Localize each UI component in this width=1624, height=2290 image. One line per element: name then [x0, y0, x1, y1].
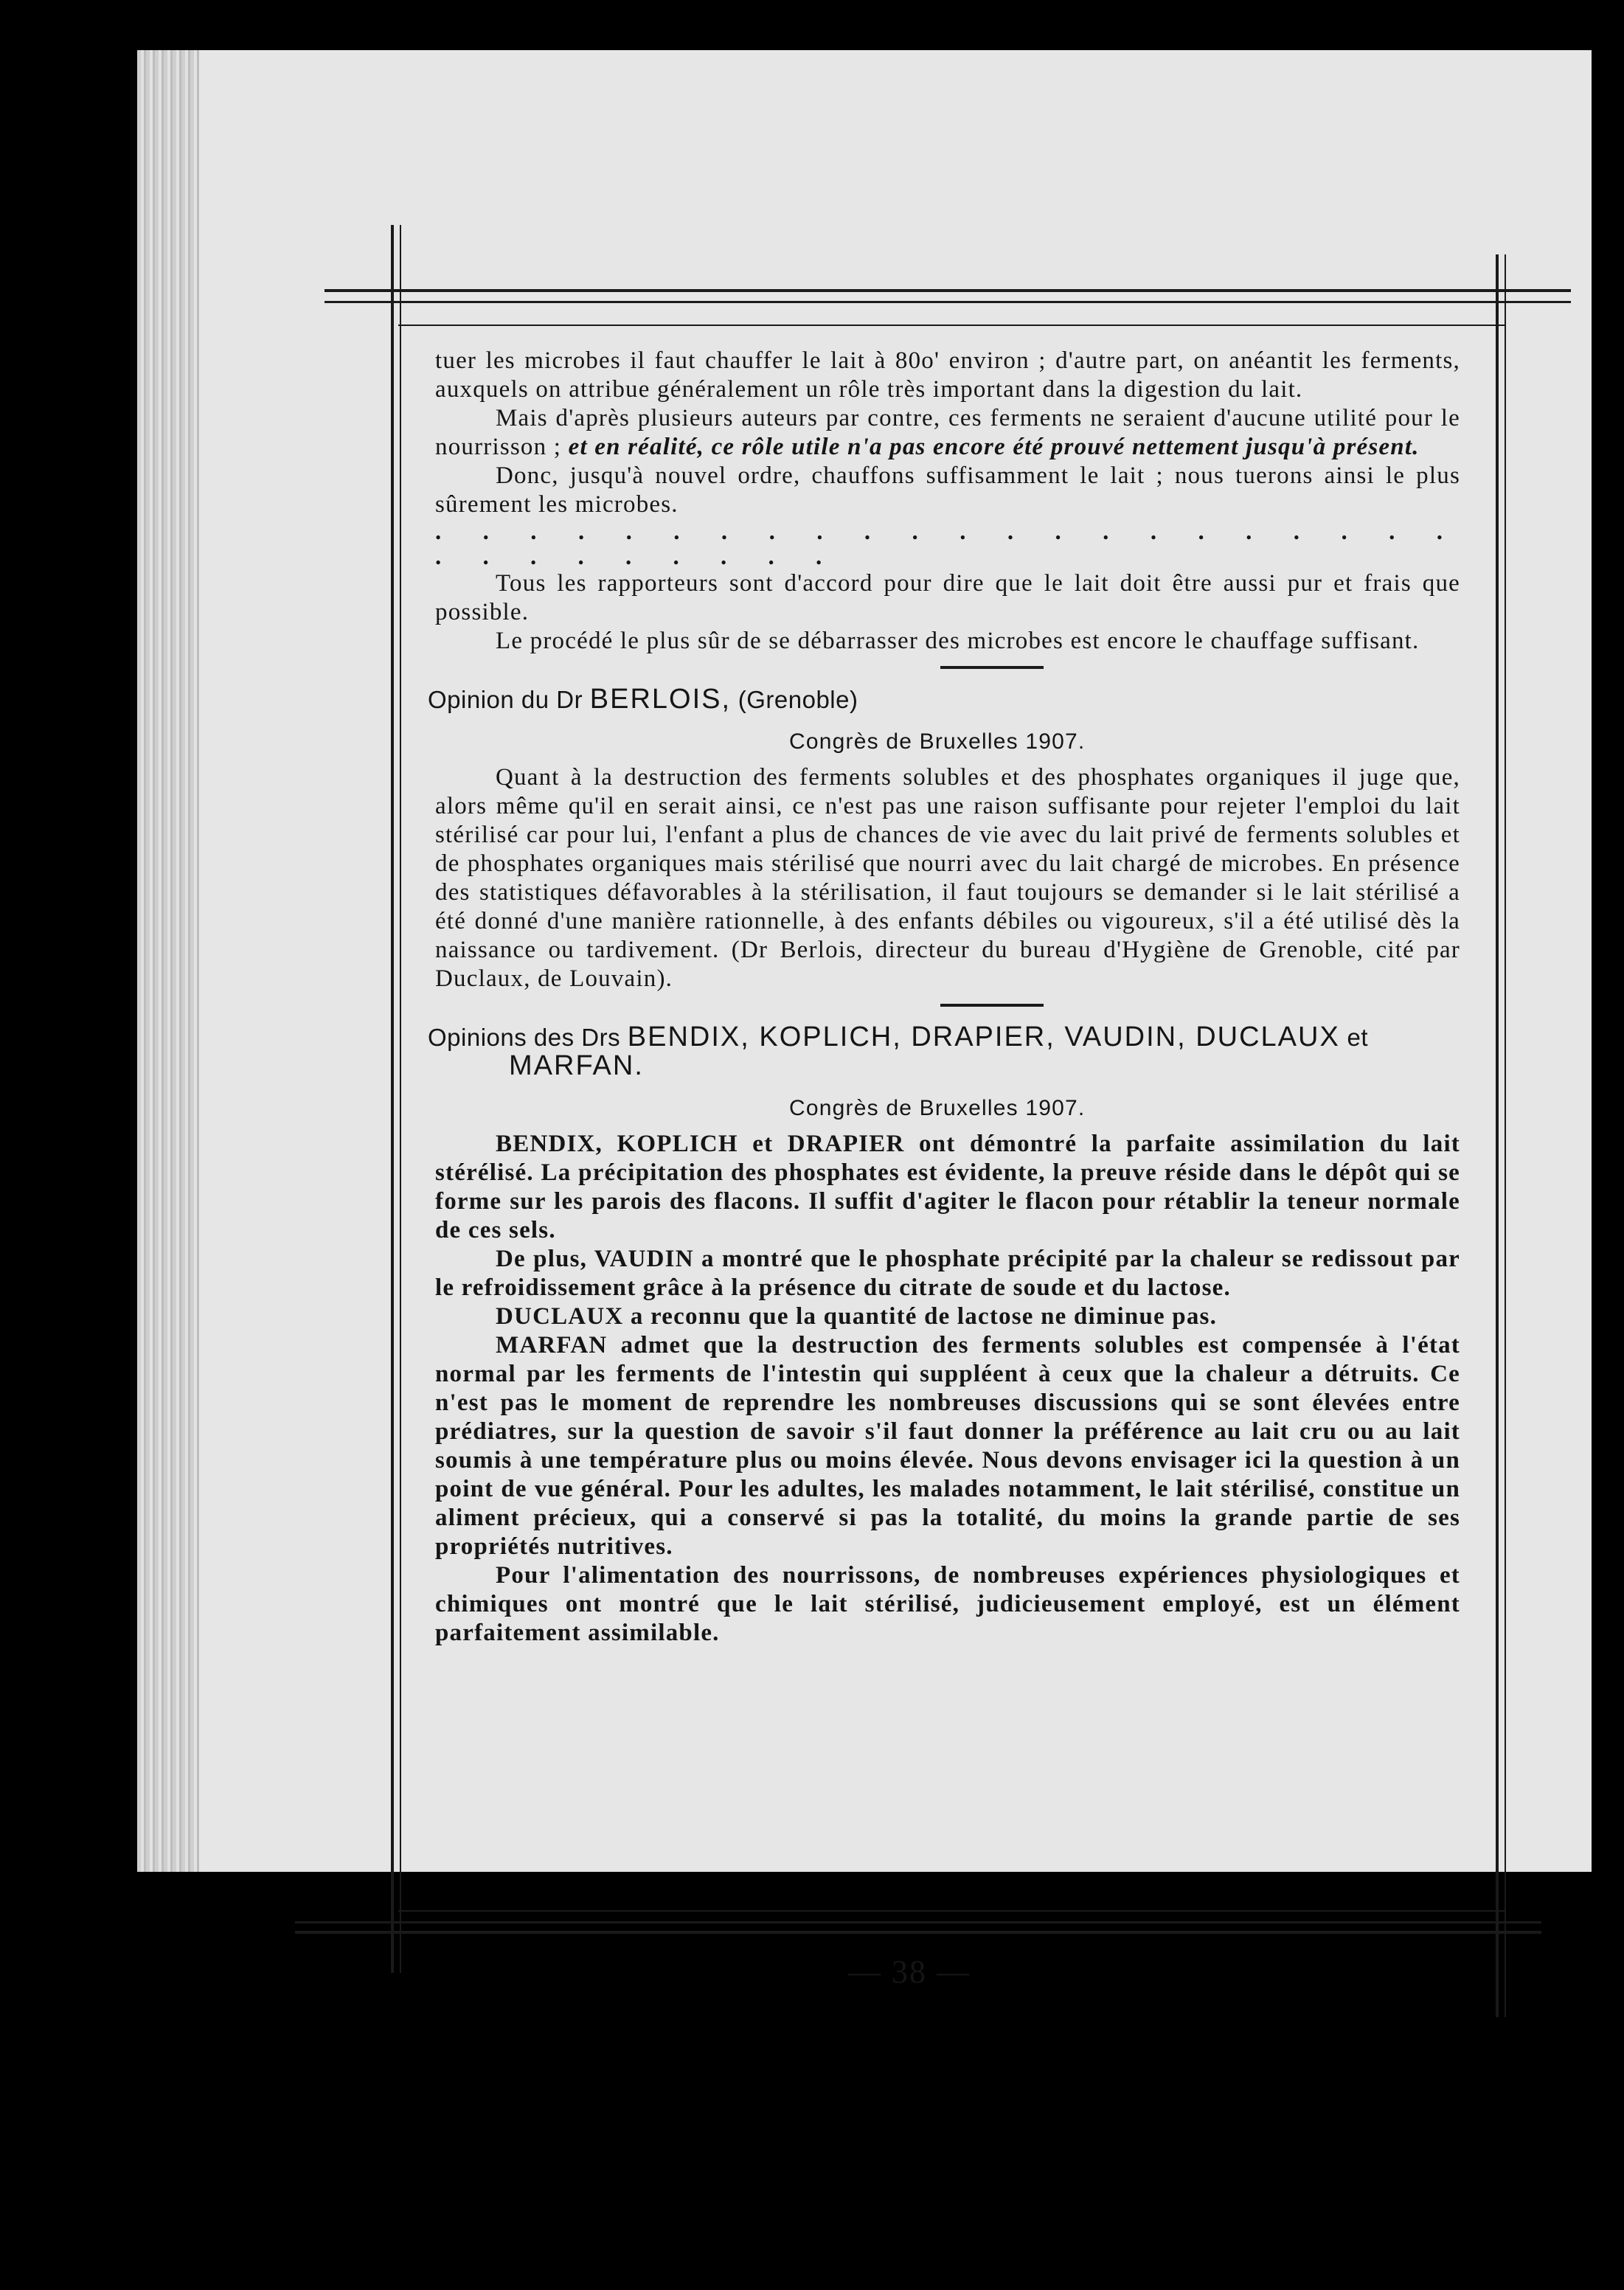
section-heading	[428, 685, 1460, 714]
paragraph: DUCLAUX a reconnu que la quantité de lactose ne diminue pas.	[496, 1303, 1218, 1330]
frame-bottom-rule-1	[295, 1921, 1541, 1923]
paragraph: Quant à la destruction des ferments solubles et des phosphates organiques il juge que, alors même qu'il en serait ainsi, ce n'est pas une raison suffisante pour rejeter l'emploi du lait stérilisé car pour lui, l'enfant a plus de chances de vie avec du lait privé de ferments solubles et de phosphates organiques mais stérilisé que nourri avec du lait chargé de microbes. En présence des statistiques défavorables à la stérilisation, il faut toujours se demander si le lait stérilisé a été donné d'une manière rationnelle, à des enfants débiles ou vigoureux, s'il a été utilisé dès la naissance ou tardivement. (Dr Berlois, directeur du bureau d'Hygiène de Grenoble, cité par Duclaux, de Louvain).	[435, 764, 1460, 992]
congress-label: Congrès de Bruxelles 1907.	[789, 729, 1086, 754]
congress-label: Congrès de Bruxelles 1907.	[789, 1096, 1086, 1120]
paragraph: Le procédé le plus sûr de se débarrasser des microbes est encore le chauffage suffisant.	[496, 628, 1420, 654]
heading-last-name: MARFAN.	[509, 1050, 644, 1081]
paragraph: tuer les microbes il faut chauffer le lait à 80o' environ ; d'autre part, on anéantit les ferments, auxquels on attribue généralement un rôle très important dans la digestion du lait.	[435, 347, 1460, 403]
section-separator	[940, 666, 1044, 669]
paragraph	[435, 404, 1460, 462]
frame-left-rule-1	[391, 225, 394, 1973]
paragraph: BENDIX, KOPLICH et DRAPIER ont démontré la parfaite assimilation du lait stérélisé. La précipitation des phosphates est évidente, la preuve réside dans le dépôt qui se forme sur les parois des flacons. Il suffit d'agiter le flacon pour rétablir la teneur normale de ces sels.	[435, 1131, 1460, 1243]
paragraph-text: Mais d'après plusieurs auteurs par contre, ces ferments ne seraient d'aucune utilité pour le nourrisson ;	[435, 405, 1460, 460]
frame-right-rule-1	[1496, 254, 1499, 2017]
frame-right-rule-2	[1505, 254, 1506, 2017]
paragraph: MARFAN admet que la destruction des ferments solubles est compensée à l'état normal par les ferments de l'intestin qui suppléent à ceux que la chaleur a détruits. Ce n'est pas le moment de reprendre les nombreuses discussions qui se sont élevées entre prédiatres, sur la question de savoir s'il faut donner la préférence au lait cru ou au lait soumis à une température plus ou moins élevée. Nous devons envisager ici la question à un point de vue général. Pour les adultes, les malades notamment, le lait stérilisé, constitue un aliment précieux, qui a conservé si pas la totalité, du moins la grande partie de ses propriétés nutritives.	[435, 1332, 1460, 1560]
frame-bottom-rule-3	[398, 1910, 1505, 1912]
paragraph: Donc, jusqu'à nouvel ordre, chauffons suffisamment le lait ; nous tuerons ainsi le plus sûrement les microbes.	[435, 462, 1460, 518]
frame-top-rule-1	[325, 289, 1571, 292]
heading-name: BERLOIS,	[589, 684, 732, 715]
heading-prefix: Opinions des Drs	[428, 1024, 621, 1051]
italic-text: et en réalité, ce rôle utile n'a pas encore été prouvé nettement jusqu'à présent.	[568, 434, 1420, 460]
section-heading	[428, 1023, 1460, 1080]
heading-prefix: Opinion du Dr	[428, 686, 583, 713]
page-edge	[137, 50, 199, 1872]
ellipsis-row: . . . . . . . . . . . . . . . . . . . . . . . . . . . . . . .	[435, 518, 1460, 570]
paragraph: De plus, VAUDIN a montré que le phosphate précipité par la chaleur se redissout par le refroidissement grâce à la présence du citrate de soude et du lactose.	[435, 1246, 1460, 1301]
paragraph: Tous les rapporteurs sont d'accord pour dire que le lait doit être aussi pur et frais que possible.	[435, 570, 1460, 625]
page-body	[428, 347, 1460, 1648]
paragraph: Pour l'alimentation des nourrissons, de nombreuses expériences physiologiques et chimiques ont montré que le lait stérilisé, judicieusement employé, est un élément parfaitement assimilable.	[435, 1562, 1460, 1646]
frame-left-rule-2	[400, 225, 401, 1973]
frame-bottom-rule-2	[295, 1931, 1541, 1934]
heading-city: (Grenoble)	[738, 686, 858, 713]
heading-et: et	[1347, 1024, 1369, 1051]
frame-top-rule-2	[325, 301, 1571, 303]
section-separator	[940, 1004, 1044, 1007]
heading-names: BENDIX, KOPLICH, DRAPIER, VAUDIN, DUCLAUX	[627, 1021, 1340, 1052]
page-number: — 38 —	[848, 1954, 971, 1990]
frame-top-rule-3	[398, 325, 1505, 326]
